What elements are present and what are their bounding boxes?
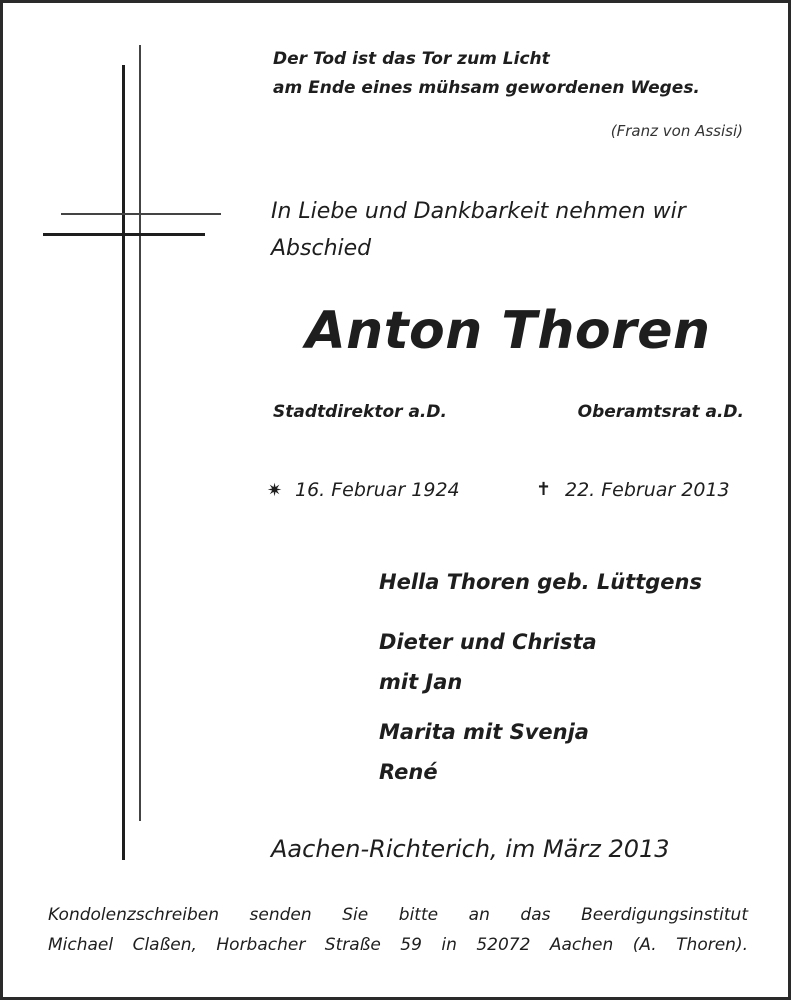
death-date: 22. Februar 2013 — [565, 479, 730, 501]
quote-line-2: am Ende eines mühsam gewordenen Weges. — [273, 78, 700, 98]
condolence-note — [48, 900, 748, 960]
mourner-4: Marita mit Svenja — [379, 720, 589, 744]
deceased-name: Anton Thoren — [305, 301, 711, 361]
condolence-line-2: Michael Claßen, Horbacher Straße 59 in 52072 Aachen (A. Thoren). — [48, 935, 748, 955]
condolence-line-1: Kondolenzschreiben senden Sie bitte an das Beerdigungsinstitut — [48, 905, 748, 925]
deceased-title-right: Oberamtsrat a.D. — [577, 402, 744, 422]
intro-line-2: Abschied — [271, 236, 372, 261]
place-and-date: Aachen-Richterich, im März 2013 — [271, 835, 670, 863]
cross-vertical-bar-back — [139, 45, 141, 821]
mourner-1: Hella Thoren geb. Lüttgens — [379, 570, 702, 594]
birth-star-icon: ✷ — [267, 480, 283, 501]
quote-attribution: (Franz von Assisi) — [610, 122, 743, 140]
cross-vertical-bar-front — [122, 65, 125, 860]
mourner-3: mit Jan — [379, 670, 463, 694]
mourner-5: René — [379, 760, 438, 784]
mourner-2: Dieter und Christa — [379, 630, 597, 654]
deceased-title-left: Stadtdirektor a.D. — [273, 402, 447, 422]
birth-date: 16. Februar 1924 — [295, 479, 460, 501]
quote-line-1: Der Tod ist das Tor zum Licht — [273, 49, 550, 69]
cross-horizontal-bar-front — [43, 233, 205, 236]
death-cross-icon: ✝ — [536, 479, 552, 500]
cross-horizontal-bar-back — [61, 213, 221, 215]
intro-line-1: In Liebe und Dankbarkeit nehmen wir — [271, 199, 686, 224]
